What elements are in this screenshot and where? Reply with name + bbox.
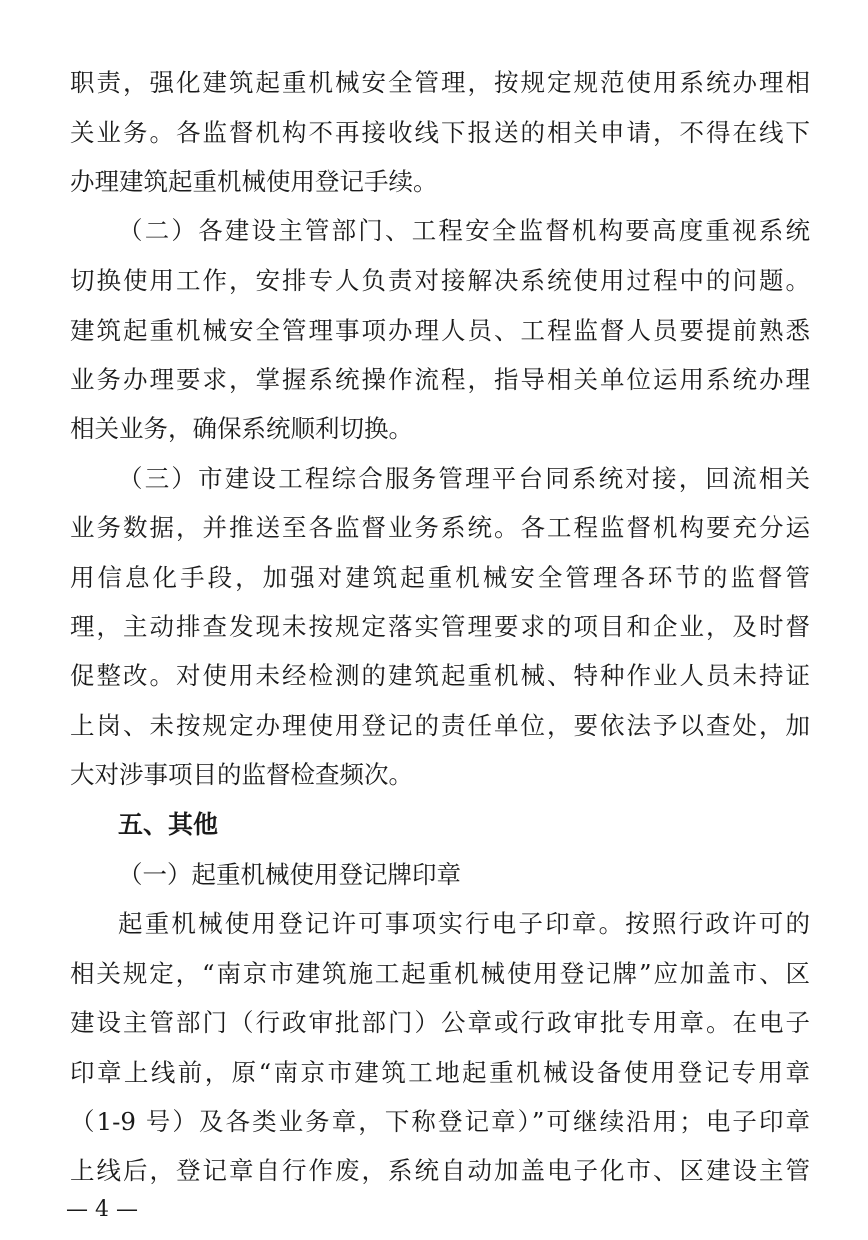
paragraph-line: （1-9 号）及各类业务章，下称登记章）”可继续沿用；电子印章 <box>70 1107 810 1136</box>
paragraph-line: （三）市建设工程综合服务管理平台同系统对接，回流相关 <box>118 464 810 493</box>
paragraph-line: 理，主动排查发现未按规定落实管理要求的项目和企业，及时督 <box>70 612 810 641</box>
paragraph-line: 切换使用工作，安排专人负责对接解决系统使用过程中的问题。 <box>70 266 810 295</box>
paragraph-line: 建筑起重机械安全管理事项办理人员、工程监督人员要提前熟悉 <box>70 316 810 345</box>
paragraph-line: 业务办理要求，掌握系统操作流程，指导相关单位运用系统办理 <box>70 365 810 394</box>
paragraph-line: 促整改。对使用未经检测的建筑起重机械、特种作业人员未持证 <box>70 661 810 690</box>
paragraph-line: 相关规定，“南京市建筑施工起重机械使用登记牌”应加盖市、区 <box>70 959 810 988</box>
paragraph-line: 印章上线前，原“南京市建筑工地起重机械设备使用登记专用章 <box>70 1058 810 1087</box>
paragraph-line: 建设主管部门（行政审批部门）公章或行政审批专用章。在电子 <box>70 1008 810 1037</box>
paragraph-line: 上线后，登记章自行作废，系统自动加盖电子化市、区建设主管 <box>70 1156 810 1185</box>
section-heading: 五、其他 <box>118 810 219 839</box>
page-number: — 4 — <box>66 1197 138 1222</box>
paragraph-line: 相关业务，确保系统顺利切换。 <box>70 414 413 443</box>
paragraph-line: 起重机械使用登记许可事项实行电子印章。按照行政许可的 <box>118 909 810 938</box>
paragraph-line: 办理建筑起重机械使用登记手续。 <box>70 167 438 196</box>
paragraph-line: 上岗、未按规定办理使用登记的责任单位，要依法予以查处，加 <box>70 711 810 740</box>
paragraph-line: 业务数据，并推送至各监督业务系统。各工程监督机构要充分运 <box>70 513 810 542</box>
paragraph-line: 用信息化手段，加强对建筑起重机械安全管理各环节的监督管 <box>70 563 810 592</box>
paragraph-line: 关业务。各监督机构不再接收线下报送的相关申请，不得在线下 <box>70 118 810 147</box>
paragraph-line: 职责，强化建筑起重机械安全管理，按规定规范使用系统办理相 <box>70 68 810 97</box>
paragraph-line: （二）各建设主管部门、工程安全监督机构要高度重视系统 <box>118 216 810 245</box>
paragraph-line: 大对涉事项目的监督检查频次。 <box>70 760 413 789</box>
subsection-heading: （一）起重机械使用登记牌印章 <box>118 860 461 889</box>
